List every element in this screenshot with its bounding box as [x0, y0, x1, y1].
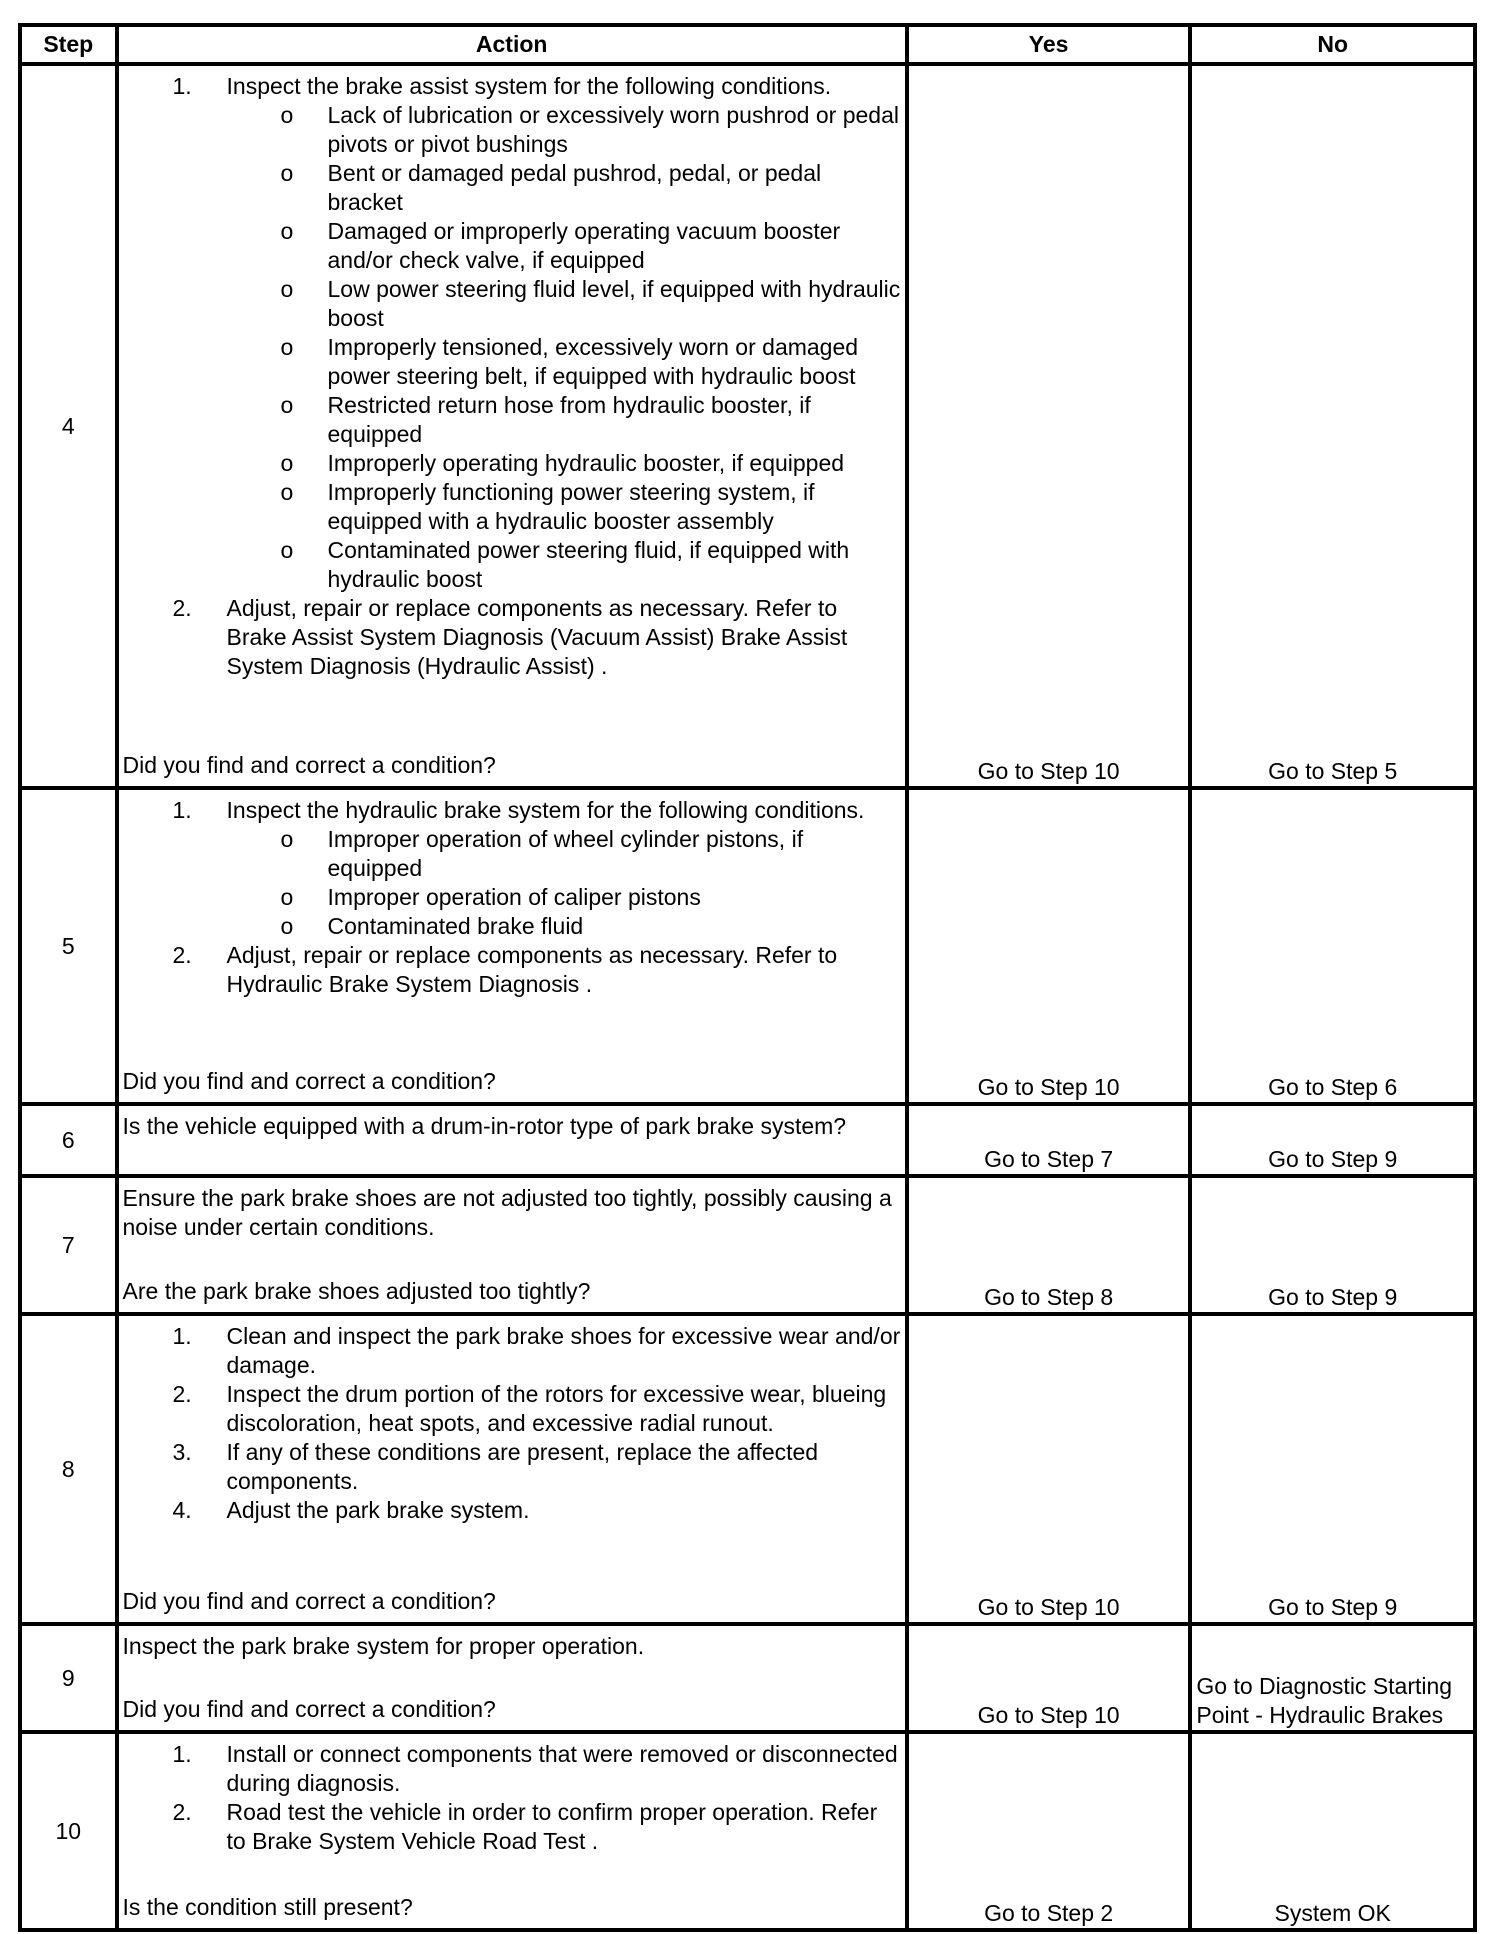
bullet-icon: o: [280, 479, 294, 505]
table-row: [20, 1624, 1475, 1732]
sub-item: o Improperly tensioned, excessively worn or damaged power steering belt, if equipped with hydraulic boost: [280, 334, 859, 389]
no-cell: Go to Step 5: [1190, 64, 1475, 788]
table-row: [20, 64, 1475, 788]
action-item: [123, 1496, 901, 1525]
item-text: Clean and inspect the park brake shoes for excessive wear and/or damage.: [226, 1323, 901, 1378]
action-cell: [117, 1314, 907, 1624]
item-number: 1.: [172, 73, 192, 99]
table-row: [20, 1732, 1475, 1930]
question-text: Are the park brake shoes adjusted too tightly?: [122, 1278, 591, 1304]
action-item: [123, 1740, 901, 1798]
action-cell: [117, 1624, 907, 1732]
step-number: 7: [20, 1176, 117, 1314]
action-item: [123, 1322, 901, 1380]
diagnostic-table: [18, 23, 1477, 1932]
item-number: 1.: [172, 1323, 192, 1349]
step-number: 5: [20, 788, 117, 1104]
item-text: Adjust, repair or replace components as necessary. Refer to Hydraulic Brake System Diagnosis .: [226, 942, 838, 997]
item-number: 4.: [172, 1497, 192, 1523]
step-number: 8: [20, 1314, 117, 1624]
item-number: 2.: [172, 595, 192, 621]
header-action: Action: [117, 25, 907, 64]
bullet-icon: o: [280, 334, 294, 360]
sub-item: o Restricted return hose from hydraulic booster, if equipped: [280, 392, 811, 447]
bullet-icon: o: [280, 392, 294, 418]
action-item: [123, 1798, 901, 1856]
no-cell: Go to Diagnostic Starting Point - Hydraulic Brakes: [1190, 1624, 1475, 1732]
sub-item: o Low power steering fluid level, if equipped with hydraulic boost: [280, 276, 901, 331]
step-number: 9: [20, 1624, 117, 1732]
action-cell: [117, 788, 907, 1104]
item-number: 2.: [172, 1381, 192, 1407]
bullet-icon: o: [280, 826, 294, 852]
bullet-icon: o: [280, 276, 294, 302]
bullet-icon: o: [280, 913, 294, 939]
table-row: [20, 1314, 1475, 1624]
question-text: Did you find and correct a condition?: [122, 1588, 496, 1614]
header-no: No: [1190, 25, 1475, 64]
bullet-icon: o: [280, 102, 294, 128]
question-text: Did you find and correct a condition?: [122, 1696, 496, 1722]
header-yes: Yes: [907, 25, 1191, 64]
sub-item: o Improperly functioning power steering system, if equipped with a hydraulic booster assembly: [280, 479, 815, 534]
item-number: 1.: [172, 1741, 192, 1767]
table-row: [20, 1176, 1475, 1314]
action-text: Ensure the park brake shoes are not adjusted too tightly, possibly causing a noise under certain conditions.: [122, 1185, 892, 1240]
bullet-icon: o: [280, 218, 294, 244]
question-text: Is the condition still present?: [122, 1894, 413, 1920]
item-number: 1.: [172, 797, 192, 823]
yes-cell: Go to Step 10: [907, 1624, 1191, 1732]
yes-cell: Go to Step 10: [907, 1314, 1191, 1624]
bullet-icon: o: [280, 537, 294, 563]
no-cell: System OK: [1190, 1732, 1475, 1930]
sub-item: o Contaminated power steering fluid, if equipped with hydraulic boost: [280, 537, 850, 592]
item-text: Inspect the brake assist system for the following conditions.: [226, 73, 832, 99]
table-row: [20, 1104, 1475, 1176]
step-number: 6: [20, 1104, 117, 1176]
no-cell: Go to Step 9: [1190, 1314, 1475, 1624]
no-cell: Go to Step 9: [1190, 1104, 1475, 1176]
item-text: Inspect the hydraulic brake system for the following conditions.: [226, 797, 865, 823]
action-item: [123, 594, 901, 681]
action-item: [123, 1438, 901, 1496]
step-number: 10: [20, 1732, 117, 1930]
step-number: 4: [20, 64, 117, 788]
item-text: Install or connect components that were removed or disconnected during diagnosis.: [226, 1741, 898, 1796]
item-text: Road test the vehicle in order to confirm proper operation. Refer to Brake System Vehicle Road Test .: [226, 1799, 878, 1854]
header-row: [20, 25, 1475, 64]
sub-item: o Contaminated brake fluid: [280, 913, 584, 939]
item-text: Adjust, repair or replace components as necessary. Refer to Brake Assist System Diagnosis (Vacuum Assist) Brake Assist System Diagnosis (Hydraulic Assist) .: [226, 595, 848, 679]
action-item: [123, 796, 901, 941]
table-row: [20, 788, 1475, 1104]
item-text: Inspect the drum portion of the rotors for excessive wear, blueing discoloration, heat spots, and excessive radial runout.: [226, 1381, 887, 1436]
yes-cell: Go to Step 10: [907, 788, 1191, 1104]
sub-item: o Bent or damaged pedal pushrod, pedal, or pedal bracket: [280, 160, 822, 215]
action-cell: [117, 1104, 907, 1176]
sub-item: o Damaged or improperly operating vacuum booster and/or check valve, if equipped: [280, 218, 841, 273]
yes-cell: Go to Step 2: [907, 1732, 1191, 1930]
bullet-icon: o: [280, 160, 294, 186]
no-cell: Go to Step 6: [1190, 788, 1475, 1104]
item-number: 2.: [172, 1799, 192, 1825]
sub-item: o Improper operation of caliper pistons: [280, 884, 701, 910]
question-text: Did you find and correct a condition?: [122, 752, 496, 778]
action-item: [123, 72, 901, 594]
sub-item: o Improper operation of wheel cylinder pistons, if equipped: [280, 826, 804, 881]
action-item: [123, 941, 901, 999]
action-text: Is the vehicle equipped with a drum-in-rotor type of park brake system?: [122, 1113, 847, 1139]
sub-item: o Improperly operating hydraulic booster, if equipped: [280, 450, 845, 476]
sub-item: o Lack of lubrication or excessively worn pushrod or pedal pivots or pivot bushings: [280, 102, 899, 157]
question-text: Did you find and correct a condition?: [122, 1068, 496, 1094]
item-text: Adjust the park brake system.: [226, 1497, 530, 1523]
action-cell: [117, 64, 907, 788]
action-cell: [117, 1176, 907, 1314]
header-step: Step: [20, 25, 117, 64]
action-item: [123, 1380, 901, 1438]
bullet-icon: o: [280, 884, 294, 910]
yes-cell: Go to Step 8: [907, 1176, 1191, 1314]
item-number: 3.: [172, 1439, 192, 1465]
yes-cell: Go to Step 10: [907, 64, 1191, 788]
bullet-icon: o: [280, 450, 294, 476]
no-cell: Go to Step 9: [1190, 1176, 1475, 1314]
action-cell: [117, 1732, 907, 1930]
item-number: 2.: [172, 942, 192, 968]
action-text: Inspect the park brake system for proper operation.: [122, 1633, 645, 1659]
item-text: If any of these conditions are present, replace the affected components.: [226, 1439, 819, 1494]
yes-cell: Go to Step 7: [907, 1104, 1191, 1176]
